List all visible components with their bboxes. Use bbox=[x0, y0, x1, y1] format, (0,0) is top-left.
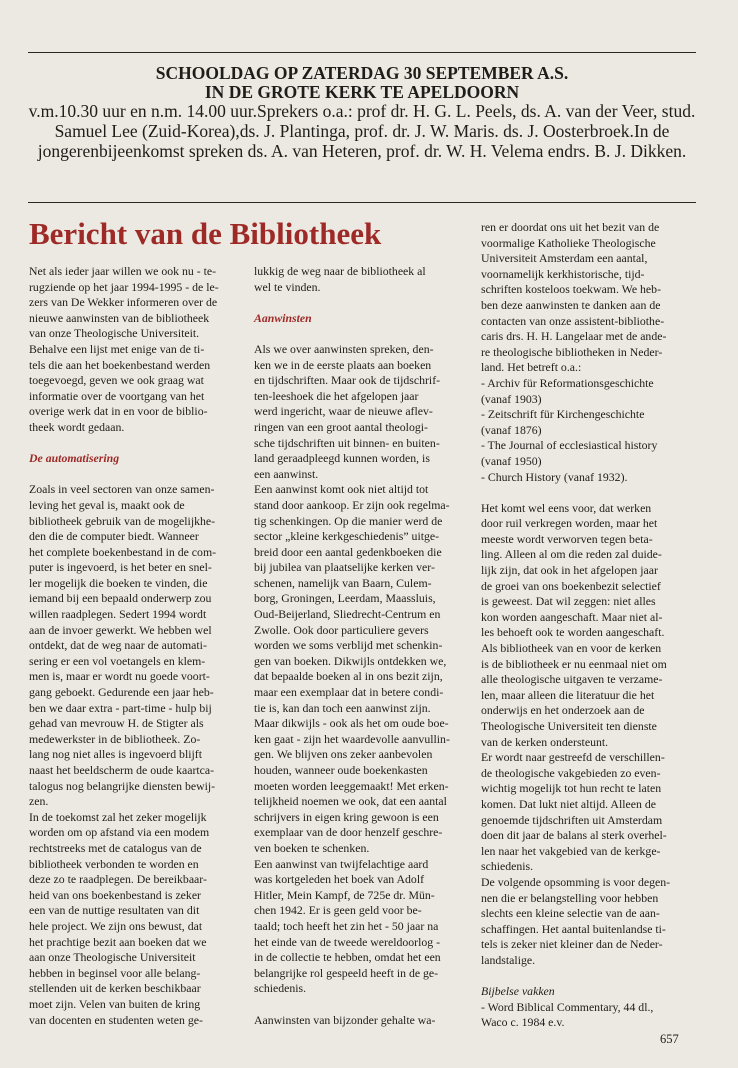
text-line: gang geboekt. Gedurende een jaar heb- bbox=[29, 685, 214, 700]
text-line: Sprekers o.a.: prof dr. H. G. L. Peels, ds. A. van der Veer, stud. Samuel Lee (Zuid-Korea), bbox=[54, 101, 696, 141]
paragraph bbox=[481, 875, 701, 969]
paragraph bbox=[254, 1013, 466, 1029]
text-line: ken gaat - zijn het waardevolle aanvullin- bbox=[254, 731, 450, 746]
text-line: informatie over de voortgang van het bbox=[29, 388, 205, 403]
text-line: medewerkster in de bibliotheek. Zo- bbox=[29, 731, 201, 746]
text-line: in de collectie te hebben, omdat het een bbox=[254, 950, 441, 965]
text-line: de theologische vakgebieden zo even- bbox=[481, 765, 661, 780]
text-line: - Word Biblical Commentary, 44 dl., bbox=[481, 999, 654, 1014]
article-column-1 bbox=[29, 264, 241, 1028]
text-line: gen van boeken. Dikwijls ontdekken we, bbox=[254, 653, 447, 668]
text-line: tig schenkingen. Op die manier werd de bbox=[254, 513, 443, 528]
article-column-2 bbox=[254, 264, 466, 1028]
text-line: theek wordt gedaan. bbox=[29, 419, 125, 434]
text-line: - Zeitschrift für Kirchengeschichte bbox=[481, 407, 645, 422]
text-line: nieuwe aanwinsten van de bibliotheek bbox=[29, 310, 210, 325]
article-column-3 bbox=[481, 220, 701, 1031]
text-line: schenen, namelijk van Baarn, Culem- bbox=[254, 575, 432, 590]
text-line: gehad van mevrouw H. de Stigter als bbox=[29, 716, 204, 731]
text-line: lang nog niet alles is ingevoerd blijft bbox=[29, 747, 202, 762]
event-banner bbox=[28, 64, 696, 162]
text-line: Behalve een lijst met enige van de ti- bbox=[29, 341, 205, 356]
text-line: was kortgeleden het boek van Adolf bbox=[254, 872, 425, 887]
text-line: werd ingericht, waar de nieuwe aflev- bbox=[254, 404, 433, 419]
banner-headline: SCHOOLDAG OP ZATERDAG 30 SEPTEMBER A.S. bbox=[155, 63, 569, 83]
text-line: ven boeken te schenken. bbox=[254, 840, 370, 855]
text-line: een van de nuttige resultaten van dit bbox=[29, 903, 200, 918]
article-title: Bericht van de Bibliotheek bbox=[29, 216, 382, 251]
text-line: schiedenis. bbox=[481, 859, 534, 874]
text-line: contacten van onze assistent-bibliothe- bbox=[481, 313, 665, 328]
text-line: puter is ingevoerd, is het beter en snel- bbox=[29, 560, 212, 575]
text-line: maar een exemplaar dat in betere condi- bbox=[254, 685, 444, 700]
text-line: drs. B. J. Dikken. bbox=[564, 141, 687, 161]
text-line: stellenden uit de kerken beschikbaar bbox=[29, 981, 201, 996]
text-line: willen raadplegen. Sedert 1994 wordt bbox=[29, 607, 207, 622]
paragraph bbox=[481, 220, 701, 485]
text-line: aan onze Theologische Universiteit bbox=[29, 950, 196, 965]
text-line: breid door een aantal gedenkboeken die bbox=[254, 544, 442, 559]
text-line: schriften kosteloos toekwam. We heb- bbox=[481, 282, 662, 297]
paragraph bbox=[481, 750, 701, 875]
text-line: talogus nog belangrijke diensten bewij- bbox=[29, 778, 216, 793]
text-line: door ruil verkregen worden, maar het bbox=[481, 516, 658, 531]
text-line: van docenten en studenten weten ge- bbox=[29, 1012, 203, 1027]
text-line: is geweest. Dat wil zeggen: niet alles bbox=[481, 594, 656, 609]
text-line: de groei van ons boekenbezit selectief bbox=[481, 578, 661, 593]
text-line: slechts een kleine selectie van de aan- bbox=[481, 906, 660, 921]
text-line: rugziende op het jaar 1994-1995 - de le- bbox=[29, 279, 219, 294]
text-line: Het komt wel eens voor, dat werken bbox=[481, 500, 652, 515]
text-line: Universiteit Amsterdam een aantal, bbox=[481, 251, 648, 266]
text-line: van onze Theologische Universiteit. bbox=[29, 326, 200, 341]
text-line: ling. Alleen al om die reden zal duide- bbox=[481, 547, 662, 562]
text-line: Zwolle. Ook door particuliere gevers bbox=[254, 622, 429, 637]
text-line: Een aanwinst komt ook niet altijd tot bbox=[254, 482, 429, 497]
text-line: In de toekomst zal het zeker mogelijk bbox=[29, 809, 207, 824]
text-line: leving het geval is, maakt ook de bbox=[29, 497, 185, 512]
text-line: Oud-Beijerland, Sliedrecht-Centrum en bbox=[254, 607, 441, 622]
page-number: 657 bbox=[660, 1032, 679, 1046]
banner-headline: IN DE GROTE KERK TE APELDOORN bbox=[204, 82, 520, 102]
text-line: heid van ons boekenbestand is zeker bbox=[29, 887, 201, 902]
top-rule bbox=[28, 52, 696, 53]
text-line: bibliotheek verbonden te worden en bbox=[29, 856, 199, 871]
text-line: iemand bij een bepaald onderwerp zou bbox=[29, 591, 212, 606]
text-line: Als bibliotheek van en voor de kerken bbox=[481, 641, 662, 656]
text-line: sering er een vol voetangels en klem- bbox=[29, 653, 206, 668]
text-line: komen. Dat lukt niet altijd. Alleen de bbox=[481, 796, 656, 811]
paragraph bbox=[481, 501, 701, 751]
text-line: re theologische bibliotheken in Neder- bbox=[481, 344, 663, 359]
paragraph bbox=[254, 342, 466, 482]
text-line: exemplaar van de door henzelf geschre- bbox=[254, 825, 443, 840]
text-line: toegevoegd, geven we ook graag wat bbox=[29, 373, 204, 388]
text-line: zers van De Wekker informeren over de bbox=[29, 295, 218, 310]
text-line: het complete boekenbestand in de com- bbox=[29, 544, 217, 559]
text-line: ds. J. Plantinga, prof. dr. J. W. Maris. ds. J. Oosterbroek. bbox=[239, 121, 634, 141]
text-line: Een aanwinst van twijfelachtige aard bbox=[254, 856, 429, 871]
text-line: sche tijdschriften uit binnen- en buiten- bbox=[254, 435, 440, 450]
paragraph bbox=[29, 482, 241, 809]
text-line: Maar dikwijls - ook als het om oude boe- bbox=[254, 716, 449, 731]
text-line: wel te vinden. bbox=[254, 279, 321, 294]
text-line: borg, Groningen, Leerdam, Maassluis, bbox=[254, 591, 436, 606]
text-line: caris drs. H. H. Langelaar met de ande- bbox=[481, 329, 667, 344]
list bbox=[481, 1000, 701, 1031]
text-line: van de kerken ondersteunt. bbox=[481, 734, 609, 749]
text-line: v.m.10.30 uur en n.m. 14.00 uur. bbox=[28, 101, 257, 121]
text-line: Zoals in veel sectoren van onze samen- bbox=[29, 482, 215, 497]
text-line: schrijvers in eigen kring gewoon is een bbox=[254, 809, 439, 824]
text-line: taald; toch heeft het zin het - 50 jaar na bbox=[254, 918, 439, 933]
text-line: hele project. We zijn ons bewust, dat bbox=[29, 918, 203, 933]
text-line: les behoeft ook te worden aangeschaft. bbox=[481, 625, 665, 640]
text-line: genoemde tijdschriften uit Amsterdam bbox=[481, 812, 663, 827]
text-line: ringen van een groot aantal theologi- bbox=[254, 419, 428, 434]
text-line: bij jubilea van plaatselijke kerken ver- bbox=[254, 560, 435, 575]
text-line: naast het beeldscherm de oude kaartca- bbox=[29, 763, 215, 777]
text-line: het prachtige bezit aan boeken dat we bbox=[29, 934, 207, 949]
text-line: ler mogelijk die boeken te vinden, die bbox=[29, 575, 208, 590]
text-line: ontdekt, dat de weg naar de automati- bbox=[29, 638, 207, 653]
text-line: het einde van de tweede wereldoorlog - bbox=[254, 934, 441, 949]
text-line: len naar het vakgebied van de kerkge- bbox=[481, 843, 661, 858]
text-line: zen. bbox=[29, 794, 49, 809]
paragraph bbox=[29, 264, 241, 436]
text-line: schaffingen. Het aantal buitenlandse ti- bbox=[481, 921, 666, 936]
text-line: In de jongerenbijeenkomst spreken ds. A. van Heteren, prof. dr. W. H. Velema en bbox=[37, 121, 670, 161]
text-line: den die de computer biedt. Wanneer bbox=[29, 529, 199, 544]
text-line: voornamelijk kerkhistorische, tijd- bbox=[481, 266, 645, 281]
text-line: Hitler, Mein Kampf, de 725e dr. Mün- bbox=[254, 887, 435, 902]
text-line: (vanaf 1876) bbox=[481, 422, 542, 437]
text-line: land geraadpleegd kunnen worden, is bbox=[254, 451, 430, 466]
text-line: Net als ieder jaar willen we ook nu - te- bbox=[29, 264, 217, 278]
text-line: ken we in de eerste plaats aan boeken bbox=[254, 357, 432, 372]
text-line: - Church History (vanaf 1932). bbox=[481, 469, 628, 484]
text-line: tels is zeker niet kleiner dan de Neder- bbox=[481, 937, 663, 952]
paragraph bbox=[254, 857, 466, 997]
text-line: lijk zijn, dat ook in het afgelopen jaar bbox=[481, 563, 658, 578]
banner-lines bbox=[28, 102, 696, 162]
paragraph bbox=[254, 264, 466, 295]
text-line: worden om op afstand via een modem bbox=[29, 825, 210, 840]
text-line: aan de invoer gewerkt. We hebben wel bbox=[29, 622, 212, 637]
text-line: (vanaf 1950) bbox=[481, 453, 542, 468]
text-line: sector „kleine kerkgeschiedenis” uitge- bbox=[254, 529, 440, 544]
section-heading: De automatisering bbox=[29, 451, 120, 466]
text-line: chen 1942. Er is geen geld voor be- bbox=[254, 903, 422, 918]
text-line: - Archiv für Reformationsgeschichte bbox=[481, 375, 654, 390]
text-line: men is, maar er wordt nu goede voort- bbox=[29, 669, 210, 684]
text-line: ben we daar extra - part-time - hulp bij bbox=[29, 700, 212, 715]
text-line: landstalige. bbox=[481, 952, 536, 967]
section-heading: Aanwinsten bbox=[254, 310, 312, 325]
text-line: kon worden aangeschaft. Maar niet al- bbox=[481, 609, 663, 624]
text-line: Theologische Universiteit ten dienste bbox=[481, 719, 657, 733]
text-line: lukkig de weg naar de bibliotheek al bbox=[254, 264, 426, 278]
text-line: nen die er belangstelling voor hebben bbox=[481, 890, 659, 905]
text-line: ten-leeshoek die het afgelopen jaar bbox=[254, 388, 419, 403]
text-line: Aanwinsten van bijzonder gehalte wa- bbox=[254, 1012, 436, 1027]
text-line: schiedenis. bbox=[254, 981, 307, 996]
text-line: worden we soms verblijd met schenkin- bbox=[254, 638, 443, 653]
banner-bottom-rule bbox=[28, 202, 696, 203]
text-line: rechtstreeks met de catalogus van de bbox=[29, 840, 202, 855]
text-line: tels die aan het boekenbestand werden bbox=[29, 357, 211, 372]
text-line: gen. We blijven ons zeker aanbevolen bbox=[254, 747, 433, 762]
text-line: een aanwinst. bbox=[254, 466, 319, 481]
text-line: doen dit jaar de balans al sterk overhel- bbox=[481, 828, 667, 843]
paragraph bbox=[29, 810, 241, 1028]
text-line: moeten worden leeggemaakt! Met erken- bbox=[254, 778, 449, 793]
text-line: ben deze aanwinsten te danken aan de bbox=[481, 297, 661, 312]
text-line: (vanaf 1903) bbox=[481, 391, 542, 406]
text-line: dat bepaalde boeken al in ons bezit zijn, bbox=[254, 669, 443, 684]
text-line: wichtig mogelijk tot hun recht te laten bbox=[481, 781, 662, 796]
text-line: onderwijs en het onderzoek aan de bbox=[481, 703, 645, 718]
text-line: alle theologische uitgaven te verzame- bbox=[481, 672, 663, 687]
text-line: deze zo te raadplegen. De bereikbaar- bbox=[29, 872, 207, 887]
text-line: De volgende opsomming is voor degen- bbox=[481, 874, 671, 889]
text-line: bibliotheek gebruik van de mogelijkhe- bbox=[29, 513, 216, 528]
text-line: overige werk dat in en voor de biblio- bbox=[29, 404, 208, 419]
text-line: tie is, kan dan toch een aanwinst zijn. bbox=[254, 700, 431, 715]
text-line: hebben in beginsel voor alle belang- bbox=[29, 965, 201, 980]
text-line: - The Journal of ecclesiastical history bbox=[481, 438, 658, 453]
text-line: land. Het betreft o.a.: bbox=[481, 360, 582, 375]
paragraph bbox=[254, 482, 466, 856]
text-line: ren er doordat ons uit het bezit van de bbox=[481, 220, 660, 234]
text-line: Er wordt naar gestreefd de verschillen- bbox=[481, 750, 665, 765]
text-line: Als we over aanwinsten spreken, den- bbox=[254, 341, 434, 356]
text-line: moet zijn. Velen van buiten de kring bbox=[29, 996, 201, 1011]
text-line: voormalige Katholieke Theologische bbox=[481, 235, 656, 250]
text-line: belangrijke rol gespeeld heeft in de ge- bbox=[254, 965, 439, 980]
text-line: telijkheid noemen we ook, dat een aantal bbox=[254, 794, 447, 809]
text-line: stand door aankoop. Er zijn ook regelma- bbox=[254, 497, 450, 512]
text-line: Waco c. 1984 e.v. bbox=[481, 1015, 565, 1030]
text-line: is de bibliotheek er nu eenmaal niet om bbox=[481, 656, 667, 671]
text-line: meeste wordt verworven tegen beta- bbox=[481, 531, 653, 546]
text-line: len, maar alleen die literatuur die het bbox=[481, 687, 655, 702]
text-line: en tijdschriften. Maar ook de tijdschrif- bbox=[254, 373, 441, 388]
subsection-heading: Bijbelse vakken bbox=[481, 984, 555, 999]
text-line: houden, wanneer oude boekenkasten bbox=[254, 763, 428, 777]
